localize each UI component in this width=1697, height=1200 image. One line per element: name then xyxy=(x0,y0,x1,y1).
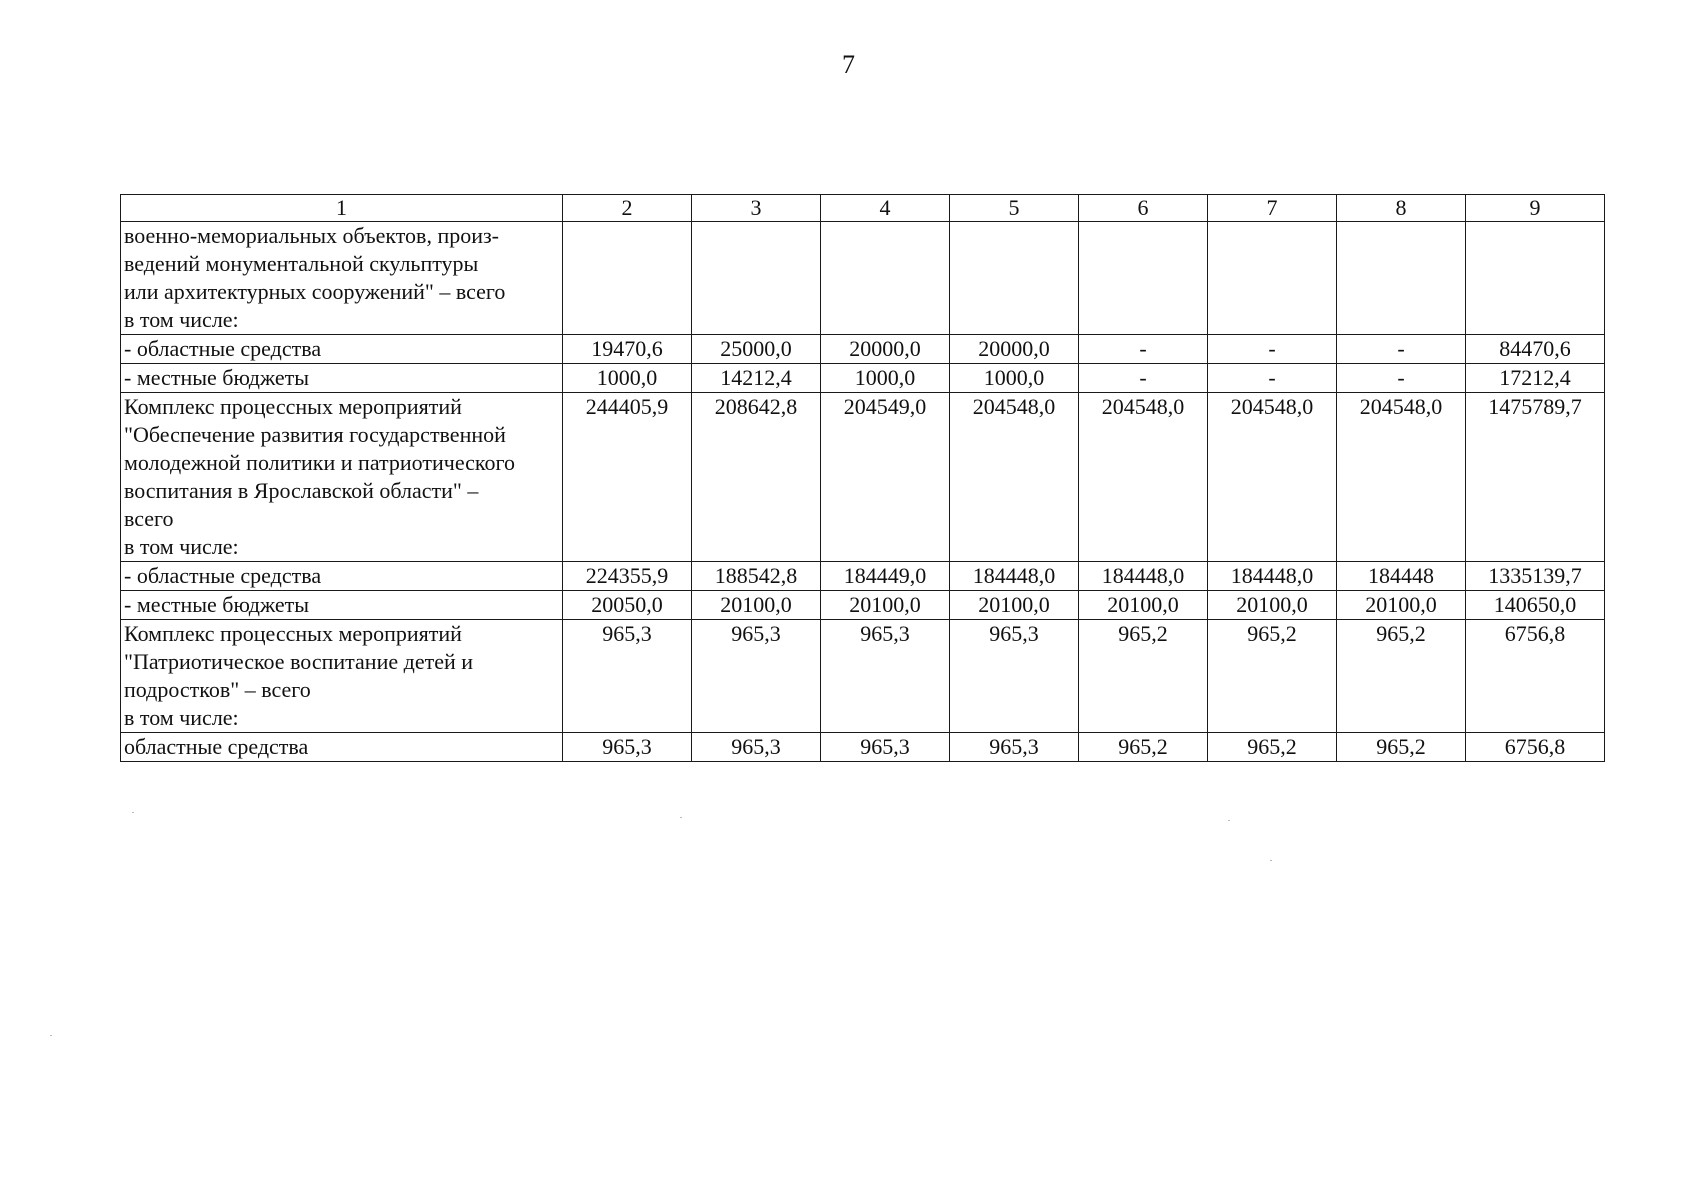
value-cell-col-8 xyxy=(1337,222,1466,335)
value-cell-col-4 xyxy=(821,222,950,335)
table-row xyxy=(121,562,1605,591)
value-cell-col-3: 14212,4 xyxy=(692,364,821,393)
row-label xyxy=(121,364,563,393)
value-cell-col-6: 965,2 xyxy=(1079,733,1208,762)
value-cell-col-6: - xyxy=(1079,364,1208,393)
row-label-line: в том числе: xyxy=(124,705,239,730)
table-row xyxy=(121,620,1605,733)
value-cell-col-9: 84470,6 xyxy=(1466,335,1605,364)
value-cell-col-5: 20000,0 xyxy=(950,335,1079,364)
value-cell-col-2: 965,3 xyxy=(563,733,692,762)
value-cell-col-6: 965,2 xyxy=(1079,620,1208,733)
value-cell-col-9: 6756,8 xyxy=(1466,620,1605,733)
column-number-5: 5 xyxy=(950,195,1079,222)
table-header-row xyxy=(121,195,1605,222)
value-cell-col-9: 1335139,7 xyxy=(1466,562,1605,591)
value-cell-col-8: 20100,0 xyxy=(1337,591,1466,620)
value-cell-col-8: 204548,0 xyxy=(1337,393,1466,562)
scan-speck xyxy=(680,817,682,818)
row-label-line: воспитания в Ярославской области" – xyxy=(124,478,479,503)
value-cell-col-3: 965,3 xyxy=(692,620,821,733)
value-cell-col-2: 1000,0 xyxy=(563,364,692,393)
row-label-line: - местные бюджеты xyxy=(124,365,310,390)
table-row xyxy=(121,393,1605,562)
value-cell-col-7: - xyxy=(1208,364,1337,393)
value-cell-col-7: 184448,0 xyxy=(1208,562,1337,591)
value-cell-col-2: 19470,6 xyxy=(563,335,692,364)
column-number-3: 3 xyxy=(692,195,821,222)
value-cell-col-9: 140650,0 xyxy=(1466,591,1605,620)
value-cell-col-3: 188542,8 xyxy=(692,562,821,591)
column-number-8: 8 xyxy=(1337,195,1466,222)
value-cell-col-6 xyxy=(1079,222,1208,335)
row-label xyxy=(121,335,563,364)
value-cell-col-2: 965,3 xyxy=(563,620,692,733)
scan-speck xyxy=(50,1035,52,1036)
table-row xyxy=(121,364,1605,393)
value-cell-col-3: 20100,0 xyxy=(692,591,821,620)
value-cell-col-3 xyxy=(692,222,821,335)
value-cell-col-9: 6756,8 xyxy=(1466,733,1605,762)
row-label-line: областные средства xyxy=(124,734,309,759)
value-cell-col-4: 1000,0 xyxy=(821,364,950,393)
row-label-line: Комплекс процессных мероприятий xyxy=(124,394,462,419)
value-cell-col-7 xyxy=(1208,222,1337,335)
value-cell-col-6: 20100,0 xyxy=(1079,591,1208,620)
column-number-6: 6 xyxy=(1079,195,1208,222)
value-cell-col-5: 204548,0 xyxy=(950,393,1079,562)
row-label xyxy=(121,222,563,335)
value-cell-col-9: 17212,4 xyxy=(1466,364,1605,393)
value-cell-col-7: 204548,0 xyxy=(1208,393,1337,562)
column-number-7: 7 xyxy=(1208,195,1337,222)
row-label-line: Комплекс процессных мероприятий xyxy=(124,621,462,646)
value-cell-col-3: 208642,8 xyxy=(692,393,821,562)
value-cell-col-4: 20000,0 xyxy=(821,335,950,364)
value-cell-col-3: 25000,0 xyxy=(692,335,821,364)
row-label-line: - местные бюджеты xyxy=(124,592,310,617)
value-cell-col-9 xyxy=(1466,222,1605,335)
value-cell-col-2: 244405,9 xyxy=(563,393,692,562)
scan-speck xyxy=(132,812,134,813)
column-number-1: 1 xyxy=(121,195,563,222)
value-cell-col-2 xyxy=(563,222,692,335)
column-number-9: 9 xyxy=(1466,195,1605,222)
row-label-line: в том числе: xyxy=(124,307,239,332)
value-cell-col-2: 224355,9 xyxy=(563,562,692,591)
table-row xyxy=(121,733,1605,762)
row-label xyxy=(121,733,563,762)
value-cell-col-5: 965,3 xyxy=(950,733,1079,762)
row-label xyxy=(121,562,563,591)
value-cell-col-8: - xyxy=(1337,364,1466,393)
row-label xyxy=(121,591,563,620)
page-number: 7 xyxy=(842,50,855,79)
value-cell-col-3: 965,3 xyxy=(692,733,821,762)
value-cell-col-5: 965,3 xyxy=(950,620,1079,733)
value-cell-col-5: 1000,0 xyxy=(950,364,1079,393)
value-cell-col-7: 965,2 xyxy=(1208,733,1337,762)
value-cell-col-5: 20100,0 xyxy=(950,591,1079,620)
row-label-line: - областные средства xyxy=(124,336,322,361)
value-cell-col-5: 184448,0 xyxy=(950,562,1079,591)
table-row xyxy=(121,335,1605,364)
value-cell-col-6: - xyxy=(1079,335,1208,364)
value-cell-col-5 xyxy=(950,222,1079,335)
row-label-line: в том числе: xyxy=(124,534,239,559)
row-label-line: всего xyxy=(124,506,174,531)
value-cell-col-4: 965,3 xyxy=(821,620,950,733)
row-label-line: военно-мемориальных объектов, произ- xyxy=(124,223,500,248)
value-cell-col-7: - xyxy=(1208,335,1337,364)
row-label-line: - областные средства xyxy=(124,563,322,588)
table-body xyxy=(121,195,1605,762)
row-label-line: молодежной политики и патриотического xyxy=(124,450,515,475)
row-label xyxy=(121,393,563,562)
value-cell-col-4: 20100,0 xyxy=(821,591,950,620)
value-cell-col-8: - xyxy=(1337,335,1466,364)
value-cell-col-2: 20050,0 xyxy=(563,591,692,620)
row-label-line: ведений монументальной скульптуры xyxy=(124,251,479,276)
row-label-line: подростков" – всего xyxy=(124,677,311,702)
value-cell-col-6: 204548,0 xyxy=(1079,393,1208,562)
column-number-2: 2 xyxy=(563,195,692,222)
column-number-4: 4 xyxy=(821,195,950,222)
value-cell-col-8: 965,2 xyxy=(1337,733,1466,762)
row-label-line: или архитектурных сооружений" – всего xyxy=(124,279,506,304)
value-cell-col-4: 204549,0 xyxy=(821,393,950,562)
value-cell-col-9: 1475789,7 xyxy=(1466,393,1605,562)
table-row xyxy=(121,591,1605,620)
value-cell-col-8: 965,2 xyxy=(1337,620,1466,733)
row-label-line: "Обеспечение развития государственной xyxy=(124,422,506,447)
value-cell-col-8: 184448 xyxy=(1337,562,1466,591)
row-label-line: "Патриотическое воспитание детей и xyxy=(124,649,474,674)
scan-speck xyxy=(1270,860,1272,861)
budget-table xyxy=(120,194,1605,762)
value-cell-col-7: 965,2 xyxy=(1208,620,1337,733)
value-cell-col-6: 184448,0 xyxy=(1079,562,1208,591)
value-cell-col-7: 20100,0 xyxy=(1208,591,1337,620)
value-cell-col-4: 965,3 xyxy=(821,733,950,762)
table-row xyxy=(121,222,1605,335)
scan-speck xyxy=(1228,820,1230,821)
row-label xyxy=(121,620,563,733)
value-cell-col-4: 184449,0 xyxy=(821,562,950,591)
